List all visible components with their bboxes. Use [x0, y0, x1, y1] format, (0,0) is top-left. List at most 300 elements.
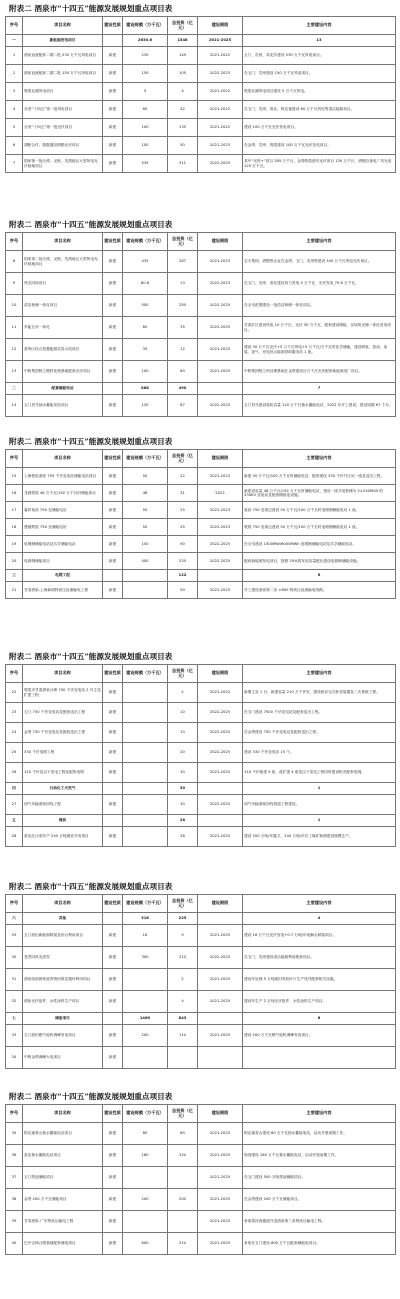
build-scale-cell: 48	[123, 485, 168, 502]
build-scale-cell	[123, 783, 168, 795]
table-row	[6, 519, 396, 536]
header-no: 序号	[6, 1105, 23, 1123]
build-period-cell	[198, 383, 243, 395]
build-content-cell: 玉门昌马建设装机容量 120 万千瓦抽水蓄能电站，2022 年开工建设，建设周期 67 个月。	[243, 395, 396, 417]
total-investment-cell: 149	[168, 47, 198, 65]
build-content-cell: 110 千伏新建 9 座，改扩建 4 座及以下变电工程同时建设相关配套电网。	[243, 763, 396, 783]
build-scale-cell: 80	[123, 1123, 168, 1145]
table-row	[6, 1047, 396, 1069]
build-content-cell: 6	[243, 570, 396, 582]
build-content-cell: 建设 200 万千瓦燃气轮机调峰发电项目。	[243, 1025, 396, 1047]
total-investment-cell: 210	[168, 1233, 198, 1255]
build-scale-cell: 230	[123, 47, 168, 65]
project-name-cell: 甘肃酒泉-上海新明特高压直流输电工程	[23, 582, 103, 599]
build-type-cell: 新建	[103, 502, 123, 519]
row-number-cell: 12	[6, 339, 23, 361]
table-row	[6, 83, 396, 101]
header-no: 序号	[6, 233, 23, 251]
build-period-cell: 2022-2023	[198, 502, 243, 519]
total-investment-cell: 28	[168, 815, 198, 827]
section-title: 附表二 酒泉市“十四五”能源发展规划重点项目表	[9, 1092, 173, 1101]
row-number-cell: 36	[6, 1145, 23, 1167]
build-scale-cell: 316	[123, 913, 168, 925]
build-type-cell	[103, 383, 123, 395]
build-period-cell: 2022-2023	[198, 519, 243, 536]
total-investment-cell: 4	[168, 83, 198, 101]
build-scale-cell: 600	[123, 1233, 168, 1255]
table-row	[6, 251, 396, 273]
table-row	[6, 1167, 396, 1189]
row-number-cell: 26	[6, 763, 23, 783]
row-number-cell: 21	[6, 582, 23, 599]
build-period-cell: 2021-2025	[198, 1025, 243, 1047]
row-number-cell: 34	[6, 1047, 23, 1069]
project-name-cell: 其他	[23, 913, 103, 925]
project-name-cell: 西气东输酒泉四线工程	[23, 795, 103, 815]
build-type-cell: 新建	[103, 65, 123, 83]
build-period-cell: 2022-2025	[198, 947, 243, 969]
project-name-cell: 上海校电酒泉 750 千伏变电站储能电站项目	[23, 468, 103, 485]
project-name-cell: 老君同风光清雪	[23, 947, 103, 969]
table-row	[6, 295, 396, 317]
header-no: 序号	[6, 17, 23, 35]
table-row	[6, 339, 396, 361]
project-name-cell: 酒泉西部固体废弃物回收及循环利用项目	[23, 969, 103, 991]
build-period-cell: 2021-2025	[198, 1167, 243, 1189]
row-number-cell: 20	[6, 553, 23, 570]
row-number-cell: 23	[6, 703, 23, 723]
build-scale-cell: 120	[123, 395, 168, 417]
header-content: 主要建设内容	[243, 450, 396, 468]
table-header	[6, 1105, 396, 1123]
row-number-cell: 四	[6, 783, 23, 795]
build-type-cell: 新建	[103, 519, 123, 536]
table-row	[6, 119, 396, 137]
table-row	[6, 536, 396, 553]
row-number-cell: 7	[6, 155, 23, 173]
total-investment-cell: 1548	[168, 35, 198, 47]
total-investment-cell: 122	[168, 570, 198, 582]
header-no: 序号	[6, 450, 23, 468]
table-row	[6, 468, 396, 485]
total-investment-cell	[168, 1167, 198, 1189]
total-investment-cell: 50	[168, 582, 198, 599]
row-number-cell: 二	[6, 383, 23, 395]
header-content: 主要建设内容	[243, 233, 396, 251]
build-period-cell: 2021-2025	[198, 991, 243, 1013]
table-section	[5, 1090, 395, 1255]
project-name-cell: 肃北红沙梁年产 240 万吨煤炭开发项目	[23, 827, 103, 847]
build-period-cell: 2022-2025	[198, 155, 243, 173]
header-period: 建设期限	[198, 1105, 243, 1123]
build-period-cell: 2021-2025	[198, 1145, 243, 1167]
build-content-cell: 建设 330 千伏变电站 15 个。	[243, 743, 396, 763]
table-section	[5, 435, 395, 599]
build-content-cell: 在玉门、瓜州建设清洁能源利用配套项目。	[243, 947, 396, 969]
build-scale-cell: 1460	[123, 1013, 168, 1025]
build-type-cell: 新建	[103, 683, 123, 703]
build-period-cell: 2022-2025	[198, 795, 243, 815]
total-investment-cell: 30	[168, 795, 198, 815]
total-investment-cell: 31	[168, 485, 198, 502]
build-period-cell: 2022-2023	[198, 273, 243, 295]
table-body	[6, 468, 396, 599]
build-content-cell: 8	[243, 1013, 396, 1025]
table-row	[6, 317, 396, 339]
build-type-cell: 新建	[103, 703, 123, 723]
build-period-cell: 2022	[198, 485, 243, 502]
header-scale: 建设规模（万千瓦）	[123, 233, 168, 251]
table-row	[6, 1145, 396, 1167]
build-scale-cell: 50	[123, 519, 168, 536]
total-investment-cell: 30	[168, 783, 198, 795]
project-table	[5, 894, 396, 1069]
project-name-cell: 玉门浆池储能项目	[23, 1167, 103, 1189]
build-type-cell: 新建	[103, 101, 123, 119]
build-scale-cell: 2630.6	[123, 35, 168, 47]
build-scale-cell	[123, 703, 168, 723]
table-row	[6, 101, 396, 119]
total-investment-cell: 220	[168, 553, 198, 570]
build-period-cell: 2021-2025	[198, 827, 243, 847]
build-content-cell: 规划建设 180 万千瓦抽水蓄能电站，启动开展前期工作。	[243, 1145, 396, 1167]
total-investment-cell	[168, 1047, 198, 1069]
header-period: 建设期限	[198, 17, 243, 35]
project-name-cell: 酒泉光伏组件、水性涂料生产项目	[23, 991, 103, 1013]
project-name-cell: 电源侧储能项目	[23, 553, 103, 570]
build-scale-cell: 35	[123, 339, 168, 361]
row-number-cell: 8	[6, 251, 23, 273]
build-content-cell: 在全市建设 1500MW/6000MWh 电网侧储能电站及共享储能电站。	[243, 536, 396, 553]
row-number-cell: 10	[6, 295, 23, 317]
build-content-cell: 在全市范围建设一批清洁荷储一体化项目。	[243, 295, 396, 317]
build-period-cell: 2021-2025	[198, 925, 243, 947]
header-name: 项目名称	[23, 17, 103, 35]
project-name-cell: 储备项目	[23, 1013, 103, 1025]
build-type-cell: 新建	[103, 1145, 123, 1167]
project-name-cell: 全省“十四五”第一批光伏项目	[23, 119, 103, 137]
project-name-cell: 敦煌市甘肃酒泉沙洲 750 千伏变电站 2 号主变扩建工程	[23, 683, 103, 703]
header-no: 序号	[6, 665, 23, 683]
total-investment-cell: 28	[168, 827, 198, 847]
build-type-cell: 新建	[103, 339, 123, 361]
total-investment-cell: 287	[168, 251, 198, 273]
build-period-cell: 2022-2025	[198, 295, 243, 317]
header-name: 项目名称	[23, 233, 103, 251]
row-number-cell: 六	[6, 913, 23, 925]
header-name: 项目名称	[23, 665, 103, 683]
project-name-cell: 玉门 750 千伏变电站及配套送出工程	[23, 703, 103, 723]
category-summary-row	[6, 913, 396, 925]
table-row	[6, 582, 396, 599]
build-scale-cell: 300	[123, 947, 168, 969]
build-scale-cell	[123, 582, 168, 599]
table-row	[6, 743, 396, 763]
total-investment-cell: 42	[168, 101, 198, 119]
build-period-cell	[198, 570, 243, 582]
row-number-cell: 39	[6, 1211, 23, 1233]
project-name-cell: 新能源发电项目	[23, 35, 103, 47]
category-summary-row	[6, 570, 396, 582]
total-investment-cell: 60	[168, 1123, 198, 1145]
table-row	[6, 47, 396, 65]
build-type-cell: 新建	[103, 395, 123, 417]
build-scale-cell	[123, 743, 168, 763]
project-name-cell: 330 千伏电网工程	[23, 743, 103, 763]
project-name-cell: 电网工程	[23, 570, 103, 582]
build-content-cell: 新建设容量 48 万千瓦/192 万千瓦时储能电站，建设一座共用独储为 2×240MVA 的 330KV 变电站及配套储能电设施。	[243, 485, 396, 502]
table-row	[6, 1211, 396, 1233]
build-period-cell: 2022-2025	[198, 395, 243, 417]
build-period-cell	[198, 913, 243, 925]
header-content: 主要建设内容	[243, 665, 396, 683]
build-type-cell: 新建	[103, 155, 123, 173]
section-title: 附表二 酒泉市“十四五”能源发展规划重点项目表	[9, 652, 173, 661]
table-body	[6, 683, 396, 847]
project-name-cell: 胡帕合作、数据通信网酷光伏项目	[23, 137, 103, 155]
row-number-cell: 28	[6, 827, 23, 847]
table-row	[6, 155, 396, 173]
build-content-cell: 在金塔建设 200 万千瓦储能项目。	[243, 1189, 396, 1211]
build-period-cell: 2022-2025	[198, 582, 243, 599]
build-scale-cell	[123, 795, 168, 815]
build-period-cell: 2021-2023	[198, 251, 243, 273]
total-investment-cell: 30	[168, 763, 198, 783]
table-section	[5, 650, 395, 847]
project-table	[5, 1104, 396, 1255]
header-scale: 建设规模（万千瓦）	[123, 1105, 168, 1123]
build-period-cell: 2021-2025	[198, 763, 243, 783]
build-period-cell: 2021-2022	[198, 47, 243, 65]
build-content-cell: 玉门、瓜州、肃北共建设 230 万千瓦风电项目。	[243, 47, 396, 65]
project-name-cell: 多能互补一体化	[23, 317, 103, 339]
total-investment-cell: 4	[168, 991, 198, 1013]
header-scale: 建设规模（万千瓦）	[123, 895, 168, 913]
category-summary-row	[6, 783, 396, 795]
build-content-cell: 1	[243, 783, 396, 795]
project-name-cell: 玉门油田新能源制氢及综合利用项目	[23, 925, 103, 947]
header-category: 建设性质	[103, 233, 123, 251]
category-summary-row	[6, 35, 396, 47]
build-content-cell: 新建 50 万千瓦/100 万千瓦时储能电站，配套建设 330 千伏升压站一座及送出工程。	[243, 468, 396, 485]
table-section	[5, 2, 395, 173]
build-type-cell: 新建	[103, 273, 123, 295]
header-category: 建设性质	[103, 1105, 123, 1123]
project-name-cell: 巴丹吉林沙漠基地配套储电项目	[23, 1233, 103, 1255]
total-investment-cell: 200	[168, 1189, 198, 1211]
build-content-cell: 阿克塞青山建设 80 万千瓦抽水蓄能电站，启动开展前期工作。	[243, 1123, 396, 1145]
build-scale-cell	[123, 683, 168, 703]
project-name-cell: 玉门油田燃气轮机调峰发电项目	[23, 1025, 103, 1047]
build-type-cell	[103, 783, 123, 795]
project-name-cell: 敦煌北湖风电项目	[23, 83, 103, 101]
build-scale-cell: 868	[123, 383, 168, 395]
build-scale-cell	[123, 1167, 168, 1189]
category-summary-row	[6, 1013, 396, 1025]
header-no: 序号	[6, 895, 23, 913]
build-content-cell: 在玉门、瓜州、肃北建设风力发电 5 万千瓦、光伏发电 75.6 万千瓦。	[243, 273, 396, 295]
header-investment: 总投资（亿元）	[168, 1105, 198, 1123]
total-investment-cell: 25	[168, 502, 198, 519]
project-name-cell: 肃州区综合智慧能源实验示范项目	[23, 339, 103, 361]
row-number-cell: 31	[6, 969, 23, 991]
build-type-cell: 新建	[103, 468, 123, 485]
build-content-cell: 争取将河西通道外送酒泉第三条特高压输电工程。	[243, 1211, 396, 1233]
build-scale-cell: 100	[123, 361, 168, 383]
table-header	[6, 895, 396, 913]
build-type-cell: 新建	[103, 119, 123, 137]
project-table	[5, 232, 396, 417]
total-investment-cell: 135	[168, 119, 198, 137]
build-type-cell: 新建	[103, 969, 123, 991]
row-number-cell: 33	[6, 1025, 23, 1047]
table-row	[6, 795, 396, 815]
row-number-cell: 22	[6, 683, 23, 703]
build-scale-cell: 50	[123, 468, 168, 485]
project-name-cell: 睿祥莫高 750 变储能电站	[23, 502, 103, 519]
table-row	[6, 991, 396, 1013]
header-scale: 建设规模（万千瓦）	[123, 665, 168, 683]
build-scale-cell: 150	[123, 65, 168, 83]
row-number-cell: 35	[6, 1123, 23, 1145]
total-investment-cell: 25	[168, 519, 198, 536]
table-body	[6, 1123, 396, 1255]
build-scale-cell: 500	[123, 295, 168, 317]
total-investment-cell: 250	[168, 295, 198, 317]
build-type-cell	[103, 570, 123, 582]
build-period-cell	[198, 783, 243, 795]
total-investment-cell: 50	[168, 137, 198, 155]
total-investment-cell: 35	[168, 317, 198, 339]
build-period-cell: 2022-2025	[198, 536, 243, 553]
project-name-cell: 酒泉直流配套二期二批 230 万千瓦风电项目	[23, 47, 103, 65]
header-content: 主要建设内容	[243, 895, 396, 913]
build-content-cell: 4	[243, 913, 396, 925]
category-summary-row	[6, 383, 396, 395]
build-content-cell: 其中“光热+”项目 285 万千瓦、金塔敦煌酒坊光伏项目 130 万千瓦、酒钢自备电厂风光电 120 万千瓦。	[243, 155, 396, 173]
build-period-cell: 2021-2025	[198, 1123, 243, 1145]
build-scale-cell	[123, 763, 168, 783]
build-period-cell: 2022-2025	[198, 723, 243, 743]
build-type-cell: 新建	[103, 251, 123, 273]
table-body	[6, 251, 396, 417]
project-name-cell: 中核集团核乏燃料处理基地配套光伏项目	[23, 361, 103, 383]
row-number-cell: 24	[6, 723, 23, 743]
header-period: 建设期限	[198, 450, 243, 468]
table-header	[6, 233, 396, 251]
build-content-cell: 建设 16 万千瓦光伏发电+0.7 万吨/年电解水制氢项目。	[243, 925, 396, 947]
row-number-cell: 2	[6, 65, 23, 83]
build-type-cell: 新建	[103, 1189, 123, 1211]
build-period-cell	[198, 815, 243, 827]
row-number-cell: 11	[6, 317, 23, 339]
project-name-cell: 全省“十四五”第一批风电项目	[23, 101, 103, 119]
project-table	[5, 16, 396, 173]
row-number-cell: 38	[6, 1189, 23, 1211]
build-period-cell: 2021-2025	[198, 1233, 243, 1255]
row-number-cell: 一	[6, 35, 23, 47]
build-period-cell: 2021-2022	[198, 683, 243, 703]
table-row	[6, 1189, 396, 1211]
header-content: 主要建设内容	[243, 1105, 396, 1123]
row-number-cell: 七	[6, 1013, 23, 1025]
build-content-cell: 在玉门、瓜州、肃北、阿克塞建设 60 万千瓦风电等清洁能源项目。	[243, 101, 396, 119]
build-content-cell: 1	[243, 815, 396, 827]
build-content-cell: 建设 200 万吨/年露天、240 万吨/年井工煤矿新增建设规模生产。	[243, 827, 396, 847]
category-summary-row	[6, 815, 396, 827]
total-investment-cell: 20	[168, 743, 198, 763]
total-investment-cell: 13	[168, 273, 198, 295]
project-name-cell: 金塔 750 千伏变电站及配套送出工程	[23, 723, 103, 743]
row-number-cell: 30	[6, 947, 23, 969]
project-table	[5, 449, 396, 599]
table-header	[6, 17, 396, 35]
total-investment-cell: 105	[168, 65, 198, 83]
build-content-cell: 建设年生产 2 万吨光伏组件、水性涂料生产项目。	[243, 991, 396, 1013]
build-type-cell: 新建	[103, 582, 123, 599]
build-scale-cell: 60	[123, 317, 168, 339]
project-name-cell: 110 千伏及以下变电工程及配套电网	[23, 763, 103, 783]
build-scale-cell: 5	[123, 83, 168, 101]
table-row	[6, 65, 396, 83]
build-content-cell: 开工建设酒泉第二条 ±800 特高压直流输电线路。	[243, 582, 396, 599]
project-name-cell: 龙源敦煌 48 万千瓦/192 万千瓦时储能项目	[23, 485, 103, 502]
build-content-cell: 建设年处理 5 万吨废旧风机叶片生产线并配套相关设施。	[243, 969, 396, 991]
build-type-cell: 新建	[103, 1123, 123, 1145]
build-scale-cell: 16	[123, 925, 168, 947]
project-name-cell: 配套储能电站	[23, 383, 103, 395]
build-type-cell: 新建	[103, 47, 123, 65]
build-type-cell: 新建	[103, 361, 123, 383]
build-period-cell: 2021-2025	[198, 361, 243, 383]
row-number-cell: 9	[6, 273, 23, 295]
header-name: 项目名称	[23, 1105, 103, 1123]
build-type-cell: 新建	[103, 1211, 123, 1233]
build-scale-cell: 435	[123, 251, 168, 273]
row-number-cell: 4	[6, 101, 23, 119]
header-investment: 总投资（亿元）	[168, 895, 198, 913]
table-row	[6, 395, 396, 417]
row-number-cell: 18	[6, 519, 23, 536]
total-investment-cell: 225	[168, 913, 198, 925]
header-name: 项目名称	[23, 895, 103, 913]
row-number-cell: 13	[6, 361, 23, 383]
build-content-cell: 甘肃矿区建设风电 10 万千瓦、光伏 50 万千瓦，配套建设储能，实现风光储一体化发电项目。	[243, 317, 396, 339]
build-scale-cell	[123, 1211, 168, 1233]
project-name-cell: 肃北抽水蓄能电站项目	[23, 1145, 103, 1167]
table-header	[6, 450, 396, 468]
total-investment-cell: 843	[168, 1013, 198, 1025]
project-name-cell: 风光同场项目	[23, 273, 103, 295]
section-title: 附表二 酒泉市“十四五”能源发展规划重点项目表	[9, 882, 173, 891]
row-number-cell: 19	[6, 536, 23, 553]
project-name-cell: 石油化工天然气	[23, 783, 103, 795]
build-content-cell: 莫高 750 变周边建设 50 万千瓦/100 万千瓦时电网侧储能电站 1 座。	[243, 502, 396, 519]
total-investment-cell: 120	[168, 1145, 198, 1167]
build-scale-cell	[123, 969, 168, 991]
total-investment-cell: 90	[168, 536, 198, 553]
build-type-cell: 新建	[103, 485, 123, 502]
section-title: 附表二 酒泉市“十四五”能源发展规划重点项目表	[9, 437, 173, 446]
build-period-cell: 2021-2025	[198, 969, 243, 991]
row-number-cell: 40	[6, 1233, 23, 1255]
build-type-cell: 新建	[103, 1025, 123, 1047]
row-number-cell: 32	[6, 991, 23, 1013]
build-type-cell	[103, 1013, 123, 1025]
header-category: 建设性质	[103, 450, 123, 468]
build-period-cell: 2022-2025	[198, 317, 243, 339]
build-scale-cell: 180	[123, 1145, 168, 1167]
